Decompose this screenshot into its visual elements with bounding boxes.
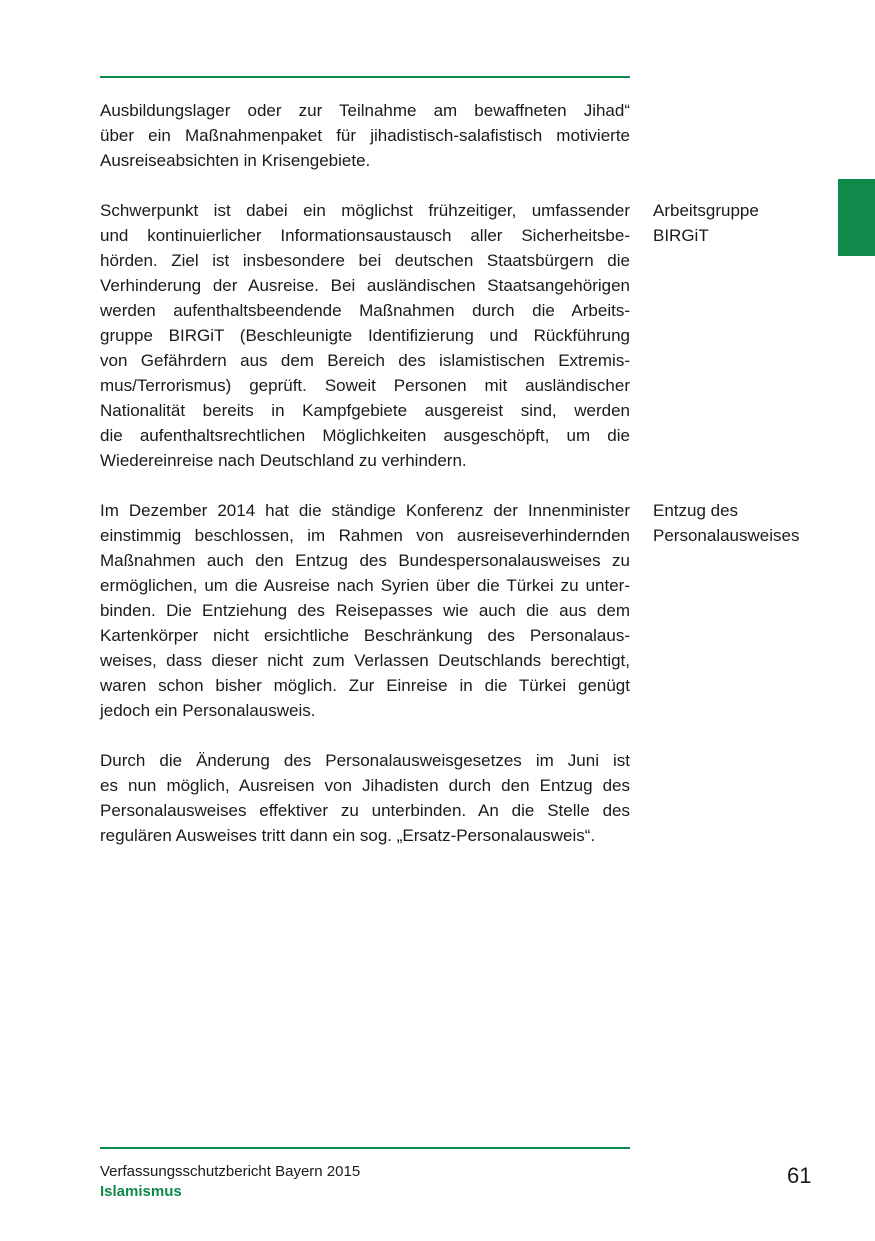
- text-line: einstimmig beschlossen, im Rahmen von ausreiseverhindernden: [100, 526, 630, 545]
- text-line: es nun möglich, Ausreisen von Jihadisten durch den Entzug des: [100, 776, 630, 795]
- margin-note-entzug: [653, 498, 863, 548]
- body-paragraph-2: [100, 198, 630, 473]
- text-line: Wiedereinreise nach Deutschland zu verhindern.: [100, 451, 467, 470]
- text-line: Ausbildungslager oder zur Teilnahme am bewaffneten Jihad“: [100, 101, 630, 120]
- text-line: Durch die Änderung des Personalausweisgesetzes im Juni ist: [100, 751, 630, 770]
- text-line: über ein Maßnahmenpaket für jihadistisch-salafistisch motivierte: [100, 126, 630, 145]
- text-line: und kontinuierlicher Informationsaustausch aller Sicherheitsbe-: [100, 226, 630, 245]
- body-paragraph-4: [100, 748, 630, 848]
- text-line: ermöglichen, um die Ausreise nach Syrien über die Türkei zu unter-: [100, 576, 630, 595]
- footer-divider: [100, 1147, 630, 1149]
- text-line: mus/Terrorismus) geprüft. Soweit Personen mit ausländischer: [100, 376, 630, 395]
- margin-note-line: Entzug des: [653, 501, 739, 520]
- body-paragraph-3: [100, 498, 630, 723]
- text-line: Ausreiseabsichten in Krisengebiete.: [100, 151, 371, 170]
- footer-section-title: Islamismus: [100, 1183, 182, 1200]
- body-paragraph-1: [100, 98, 630, 173]
- text-line: gruppe BIRGiT (Beschleunigte Identifizierung und Rückführung: [100, 326, 630, 345]
- page-number: 61: [787, 1163, 812, 1188]
- text-line: Nationalität bereits in Kampfgebiete ausgereist sind, werden: [100, 401, 630, 420]
- footer-publication: Verfassungsschutzbericht Bayern 2015: [100, 1163, 361, 1180]
- margin-note-line: Personalausweises: [653, 526, 800, 545]
- text-line: Personalausweises effektiver zu unterbinden. An die Stelle des: [100, 801, 630, 820]
- top-divider: [100, 76, 630, 78]
- text-line: Im Dezember 2014 hat die ständige Konferenz der Innenminister: [100, 501, 630, 520]
- text-line: Verhinderung der Ausreise. Bei ausländischen Staatsangehörigen: [100, 276, 630, 295]
- margin-note-line: BIRGiT: [653, 226, 709, 245]
- text-line: Schwerpunkt ist dabei ein möglichst frühzeitiger, umfassender: [100, 201, 630, 220]
- text-line: binden. Die Entziehung des Reisepasses wie auch die aus dem: [100, 601, 630, 620]
- text-line: von Gefährdern aus dem Bereich des islamistischen Extremis-: [100, 351, 630, 370]
- text-line: jedoch ein Personalausweis.: [100, 701, 316, 720]
- text-line: regulären Ausweises tritt dann ein sog. „Ersatz-Personalausweis“.: [100, 826, 596, 845]
- text-line: werden aufenthaltsbeendende Maßnahmen durch die Arbeits-: [100, 301, 630, 320]
- text-line: hörden. Ziel ist insbesondere bei deutschen Staatsbürgern die: [100, 251, 630, 270]
- margin-note-line: Arbeitsgruppe: [653, 201, 759, 220]
- text-line: die aufenthaltsrechtlichen Möglichkeiten ausgeschöpft, um die: [100, 426, 630, 445]
- text-line: Kartenkörper nicht ersichtliche Beschränkung des Personalaus-: [100, 626, 630, 645]
- margin-note-birgit: [653, 198, 863, 248]
- text-line: weises, dass dieser nicht zum Verlassen Deutschlands berechtigt,: [100, 651, 630, 670]
- text-line: Maßnahmen auch den Entzug des Bundespersonalausweises zu: [100, 551, 630, 570]
- text-line: waren schon bisher möglich. Zur Einreise in die Türkei genügt: [100, 676, 630, 695]
